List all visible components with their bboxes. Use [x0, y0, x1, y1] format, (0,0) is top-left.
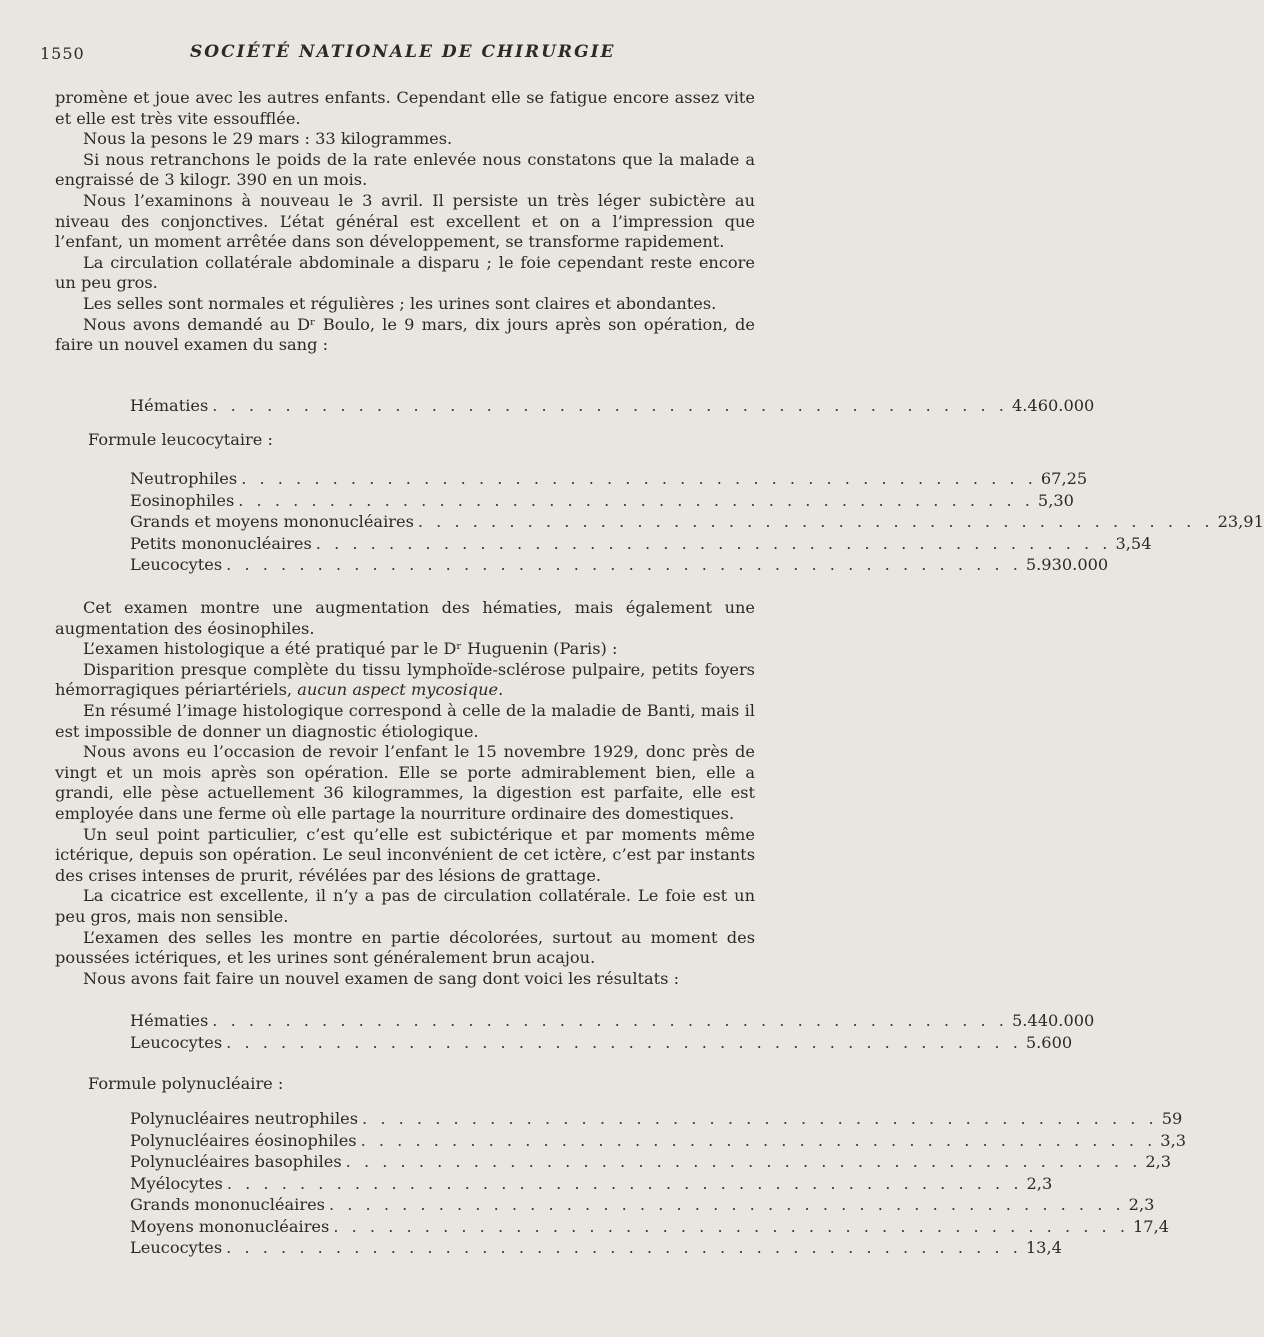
row-label: Myélocytes	[130, 1173, 223, 1193]
leader-dots: . . . . . . . . . . . . . . . . . . . . . . . . . . . . . . . . . . . . . . . . . . . .	[212, 1011, 1008, 1030]
row-label: Grands et moyens mononucléaires	[130, 512, 414, 531]
leader-dots: . . . . . . . . . . . . . . . . . . . . . . . . . . . . . . . . . . . . . . . . . . . .	[241, 469, 1037, 488]
leader-dots: . . . . . . . . . . . . . . . . . . . . . . . . . . . . . . . . . . . . . . . . . . . .	[212, 396, 1008, 415]
leader-dots: . . . . . . . . . . . . . . . . . . . . . . . . . . . . . . . . . . . . . . . . . . . .	[226, 555, 1022, 574]
leader-dots: . . . . . . . . . . . . . . . . . . . . . . . . . . . . . . . . . . . . . . . . . . . .	[226, 1238, 1022, 1257]
table-row	[130, 511, 1264, 533]
formule-leucocytaire-label: Formule leucocytaire :	[88, 430, 273, 449]
table-row	[130, 1130, 1187, 1152]
paragraph: La cicatrice est excellente, il n’y a pas de circulation collatérale. Le foie est un peu gros, mais non sensible.	[55, 886, 755, 926]
leader-dots: . . . . . . . . . . . . . . . . . . . . . . . . . . . . . . . . . . . . . . . . . . . .	[226, 1173, 1023, 1193]
table-row	[130, 1108, 1183, 1130]
leader-dots: . . . . . . . . . . . . . . . . . . . . . . . . . . . . . . . . . . . . . . . . . . . .	[315, 533, 1112, 553]
row-label: Hématies	[130, 1011, 209, 1030]
text-block-1	[55, 88, 755, 356]
blood-count-table-2	[130, 1010, 1095, 1053]
paragraph: Nous l’examinons à nouveau le 3 avril. Il persiste un très léger subictère au niveau des conjonctives. L’état général est excellent et on a l’impression que l’enfant, un moment arrêtée dans son développement, se transforme rapidement.	[55, 190, 755, 252]
row-value: 2,3	[1026, 1173, 1053, 1193]
row-value: 13,4	[1025, 1238, 1062, 1257]
row-value: 59	[1161, 1109, 1183, 1128]
row-label: Neutrophiles	[130, 469, 238, 488]
paragraph: Nous avons fait faire un nouvel examen de sang dont voici les résultats :	[83, 968, 680, 988]
row-value: 3,54	[1115, 533, 1152, 553]
row-label: Polynucléaires basophiles	[130, 1152, 342, 1171]
leader-dots: . . . . . . . . . . . . . . . . . . . . . . . . . . . . . . . . . . . . . . . . . . . .	[362, 1109, 1158, 1128]
row-label: Leucocytes	[130, 1032, 223, 1052]
page-header	[40, 40, 780, 70]
row-label: Leucocytes	[130, 555, 223, 574]
row-label: Leucocytes	[130, 1238, 223, 1257]
table-row	[130, 395, 1095, 417]
table-row	[130, 1194, 1155, 1216]
text-block-2	[55, 598, 755, 989]
row-value: 5.600	[1025, 1032, 1073, 1052]
row-label: Hématies	[130, 396, 209, 415]
leucocyte-formula-table	[130, 468, 1264, 576]
leader-dots: . . . . . . . . . . . . . . . . . . . . . . . . . . . . . . . . . . . . . . . . . . . .	[360, 1130, 1157, 1150]
formule-polynucleaire-label: Formule polynucléaire :	[88, 1074, 284, 1093]
table-row	[130, 1173, 1053, 1195]
leader-dots: . . . . . . . . . . . . . . . . . . . . . . . . . . . . . . . . . . . . . . . . . . . .	[417, 512, 1214, 531]
row-label: Petits mononucléaires	[130, 533, 312, 553]
page-number: 1550	[40, 44, 85, 63]
paragraph: L’examen des selles les montre en partie décolorées, surtout au moment des poussées ictériques, et les urines sont généralement brun acajou.	[55, 927, 755, 968]
paragraph	[55, 660, 755, 701]
row-value: 5.440.000	[1011, 1011, 1095, 1030]
hematies-table-1	[130, 395, 1095, 417]
table-row	[130, 1216, 1170, 1238]
row-value: 4.460.000	[1011, 396, 1095, 415]
paragraph: Si nous retranchons le poids de la rate enlevée nous constatons que la malade a engraissé de 3 kilogr. 390 en un mois.	[55, 149, 755, 190]
row-label: Grands mononucléaires	[130, 1195, 325, 1214]
paragraph: La circulation collatérale abdominale a disparu ; le foie cependant reste encore un peu gros.	[55, 252, 755, 293]
histology-text: Disparition presque complète du tissu lymphoïde-sclérose pulpaire, petits foyers hémorragiques périartériels,	[55, 659, 755, 700]
row-label: Polynucléaires neutrophiles	[130, 1109, 359, 1128]
row-value: 23,91	[1217, 512, 1264, 531]
row-label: Moyens mononucléaires	[130, 1216, 330, 1236]
row-value: 2,3	[1128, 1195, 1155, 1214]
table-row	[130, 554, 1109, 576]
histology-italic: aucun aspect mycosique.	[297, 680, 504, 700]
row-value: 5.930.000	[1025, 555, 1109, 574]
table-row	[130, 1151, 1172, 1173]
paragraph: Nous la pesons le 29 mars : 33 kilogrammes.	[83, 129, 453, 149]
row-value: 5,30	[1037, 490, 1074, 510]
row-value: 3,3	[1160, 1130, 1187, 1150]
table-row	[130, 1237, 1062, 1259]
polynuclear-formula-table	[130, 1108, 1187, 1259]
paragraph: promène et joue avec les autres enfants. Cependant elle se fatigue encore assez vite et elle est très vite essoufflée.	[55, 88, 755, 128]
leader-dots: . . . . . . . . . . . . . . . . . . . . . . . . . . . . . . . . . . . . . . . . . . . .	[333, 1216, 1129, 1236]
paragraph: Les selles sont normales et régulières ; les urines sont claires et abondantes.	[83, 293, 717, 313]
leader-dots: . . . . . . . . . . . . . . . . . . . . . . . . . . . . . . . . . . . . . . . . . . . .	[238, 490, 1034, 510]
table-row	[130, 490, 1074, 512]
paragraph: Cet examen montre une augmentation des hématies, mais également une augmentation des éosinophiles.	[55, 598, 755, 638]
row-label: Polynucléaires éosinophiles	[130, 1130, 357, 1150]
paragraph: Un seul point particulier, c’est qu’elle est subictérique et par moments même ictérique, depuis son opération. Le seul inconvénient de cet ictère, c’est par instants des crises intenses de prurit, révélées par des lésions de grattage.	[55, 824, 755, 885]
leader-dots: . . . . . . . . . . . . . . . . . . . . . . . . . . . . . . . . . . . . . . . . . . . .	[345, 1152, 1142, 1171]
paragraph: L’examen histologique a été pratiqué par le Dʳ Huguenin (Paris) :	[83, 639, 618, 659]
row-value: 67,25	[1040, 469, 1088, 488]
table-row	[130, 1010, 1095, 1032]
leader-dots: . . . . . . . . . . . . . . . . . . . . . . . . . . . . . . . . . . . . . . . . . . . .	[226, 1032, 1022, 1052]
row-value: 17,4	[1133, 1216, 1170, 1236]
row-value: 2,3	[1145, 1152, 1172, 1171]
table-row	[130, 468, 1088, 490]
row-label: Eosinophiles	[130, 490, 235, 510]
paragraph: Nous avons eu l’occasion de revoir l’enfant le 15 novembre 1929, donc près de vingt et un mois après son opération. Elle se porte admirablement bien, elle a grandi, elle pèse actuellement 36 kilogrammes, la digestion est parfaite, elle est employée dans une ferme où elle partage la nourriture ordinaire des domestiques.	[55, 742, 755, 823]
table-row	[130, 533, 1152, 555]
paragraph: Nous avons demandé au Dʳ Boulo, le 9 mars, dix jours après son opération, de faire un nouvel examen du sang :	[55, 314, 755, 355]
table-row	[130, 1032, 1073, 1054]
paragraph: En résumé l’image histologique correspond à celle de la maladie de Banti, mais il est impossible de donner un diagnostic étiologique.	[55, 700, 755, 741]
running-title: SOCIÉTÉ NATIONALE DE CHIRURGIE	[190, 42, 616, 62]
leader-dots: . . . . . . . . . . . . . . . . . . . . . . . . . . . . . . . . . . . . . . . . . . . .	[328, 1195, 1125, 1214]
